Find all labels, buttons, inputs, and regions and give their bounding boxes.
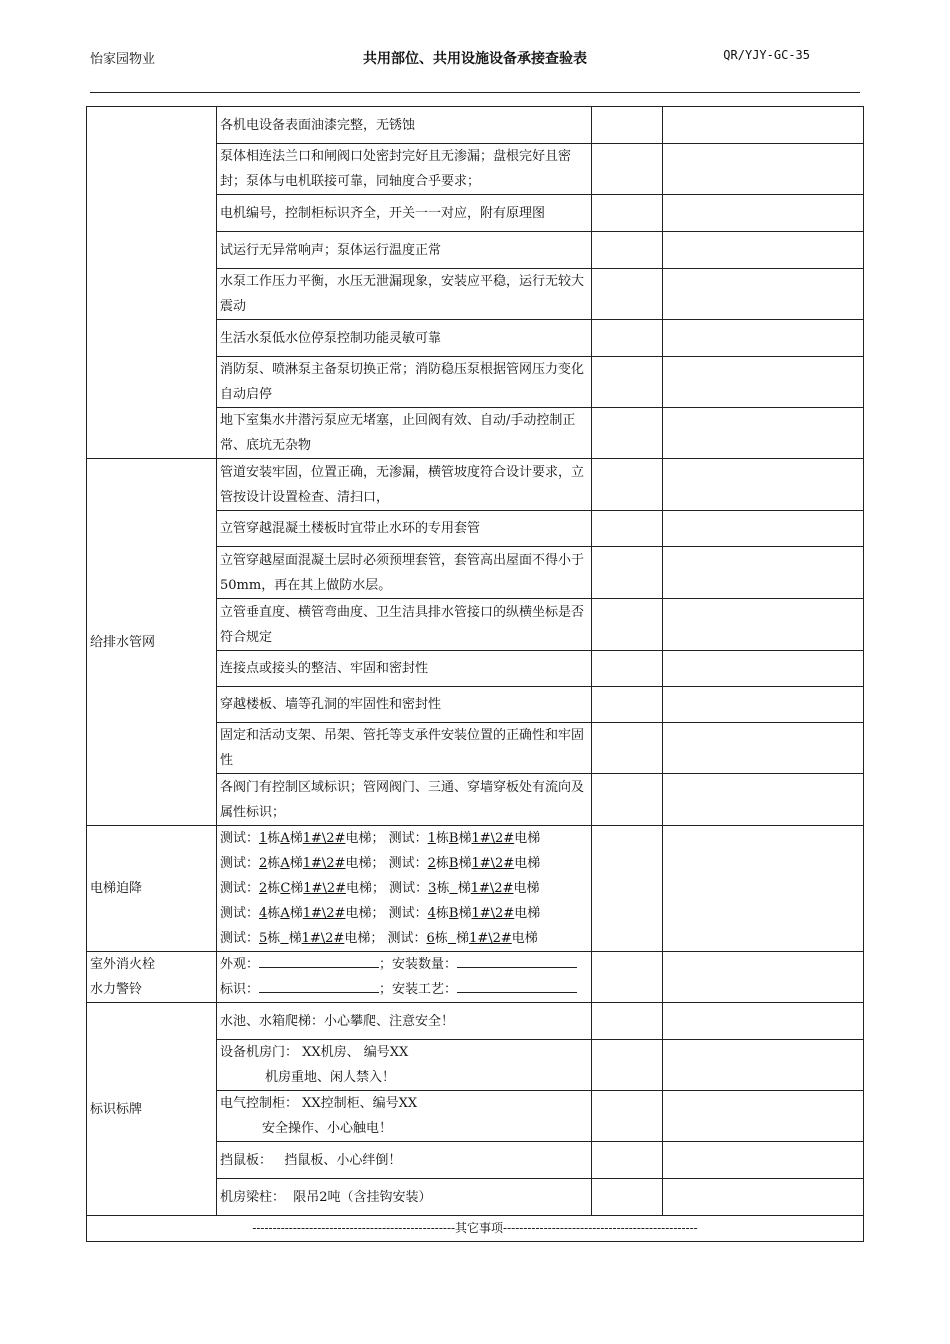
item-description: 各机电设备表面油漆完整，无锈蚀 <box>217 107 592 144</box>
other-matters-divider: --------------------------------------------------其它事项------------------------------------------------ <box>87 1216 864 1242</box>
result-cell[interactable] <box>592 511 663 547</box>
result-cell[interactable] <box>592 1091 663 1142</box>
elevator-test-line <box>220 851 588 876</box>
form-title: 共用部位、共用设施设备承接查验表 <box>363 51 587 67</box>
result-cell[interactable] <box>592 1040 663 1091</box>
elevator-b-mid: 栋 <box>434 931 448 946</box>
remark-cell[interactable] <box>663 952 864 1003</box>
result-cell[interactable] <box>592 599 663 651</box>
remark-cell[interactable] <box>663 599 864 651</box>
form-code: QR/YJY-GC-35 <box>723 48 810 62</box>
elevator-a-unit <box>280 931 288 946</box>
sign-item: 机房梁柱： 限吊2吨（含挂钩安装） <box>217 1179 592 1216</box>
elevator-a-mid: 栋 <box>267 881 281 896</box>
elevator-a-end: 电梯； <box>344 931 384 946</box>
elevator-b-bldg: 6 <box>426 931 435 946</box>
elevator-a-pre: 测试： <box>220 881 260 896</box>
elevator-a-pre: 测试： <box>220 856 260 871</box>
elevator-a-bldg: 5 <box>259 931 268 946</box>
header-divider <box>90 92 860 93</box>
elevator-a-mid: 栋 <box>267 856 281 871</box>
elevator-a-post: 梯 <box>288 931 302 946</box>
item-description: 水泵工作压力平衡，水压无泄漏现象，安装应平稳，运行无较大震动 <box>217 269 592 320</box>
remark-cell[interactable] <box>663 826 864 952</box>
item-description: 立管穿越混凝土楼板时宜带止水环的专用套管 <box>217 511 592 547</box>
elevator-a-num: 1#\2# <box>303 881 346 896</box>
remark-cell[interactable] <box>663 774 864 826</box>
elevator-b-end: 电梯 <box>514 906 541 921</box>
elevator-category-cell: 电梯迫降 <box>87 826 217 952</box>
elevator-a-post: 梯 <box>289 831 303 846</box>
signage-category-cell: 标识标牌 <box>87 1003 217 1216</box>
elevator-a-post: 梯 <box>289 906 303 921</box>
remark-cell[interactable] <box>663 1091 864 1142</box>
elevator-b-post: 梯 <box>458 831 472 846</box>
inspection-table <box>86 106 864 1242</box>
elevator-a-end: 电梯； <box>345 906 385 921</box>
result-cell[interactable] <box>592 687 663 723</box>
sign-item <box>217 1040 592 1091</box>
item-description: 立管穿越屋面混凝土层时必须预埋套管，套管高出屋面不得小于50mm，再在其上做防水层。 <box>217 547 592 599</box>
item-description: 管道安装牢固，位置正确，无渗漏，横管坡度符合设计要求，立管按设计设置检查、清扫口， <box>217 459 592 511</box>
company-name: 怡家园物业 <box>90 52 156 67</box>
elevator-b-num: 1#\2# <box>471 856 515 871</box>
elevator-a-mid: 栋 <box>267 831 281 846</box>
elevator-b-mid: 栋 <box>435 906 449 921</box>
elevator-b-unit: B <box>448 906 459 921</box>
result-cell[interactable] <box>592 459 663 511</box>
item-description: 立管垂直度、横管弯曲度、卫生洁具排水管接口的纵横坐标是否符合规定 <box>217 599 592 651</box>
hydrant-row-2 <box>220 977 588 1002</box>
pump-category-cell <box>87 107 217 459</box>
result-cell[interactable] <box>592 357 663 408</box>
elevator-a-mid: 栋 <box>267 931 281 946</box>
elevator-b-pre: 测试： <box>388 906 428 921</box>
elevator-a-num: 1#\2# <box>302 906 346 921</box>
table-row <box>87 952 864 1003</box>
elevator-test-lines <box>217 826 592 952</box>
elevator-a-unit: A <box>280 856 290 871</box>
remark-cell[interactable] <box>663 269 864 320</box>
remark-cell[interactable] <box>663 232 864 269</box>
elevator-b-mid: 栋 <box>436 881 450 896</box>
sign-item <box>217 1091 592 1142</box>
elevator-b-end: 电梯 <box>514 831 541 846</box>
elevator-b-pre: 测试： <box>387 931 427 946</box>
remark-cell[interactable] <box>663 107 864 144</box>
sign-item: 挡鼠板： 挡鼠板、小心绊倒！ <box>217 1142 592 1179</box>
elevator-a-pre: 测试： <box>220 931 260 946</box>
elevator-b-bldg: 1 <box>427 831 436 846</box>
sign-item-line2: 安全操作、小心触电！ <box>262 1121 393 1136</box>
remark-cell[interactable] <box>663 687 864 723</box>
hydrant-category-line2: 水力警铃 <box>90 982 143 997</box>
elevator-b-bldg: 2 <box>427 856 436 871</box>
item-description: 各阀门有控制区域标识；管网阀门、三通、穿墙穿板处有流向及属性标识； <box>217 774 592 826</box>
result-cell[interactable] <box>592 774 663 826</box>
elevator-a-unit: A <box>280 831 290 846</box>
remark-cell[interactable] <box>663 1179 864 1216</box>
pipe-category-cell: 给排水管网 <box>87 459 217 826</box>
item-description: 泵体相连法兰口和闸阀口处密封完好且无渗漏；盘根完好且密封；泵体与电机联接可靠，同轴度合乎要求； <box>217 144 592 195</box>
result-cell[interactable] <box>592 1179 663 1216</box>
hydrant-fields <box>217 952 592 1003</box>
elevator-a-end: 电梯； <box>345 856 385 871</box>
remark-cell[interactable] <box>663 1142 864 1179</box>
hydrant-category-line1: 室外消火栓 <box>90 957 156 972</box>
sign-item-line1: 电气控制柜： XX控制柜、编号XX <box>220 1096 418 1111</box>
elevator-b-pre: 测试： <box>388 831 428 846</box>
remark-cell[interactable] <box>663 1040 864 1091</box>
elevator-b-post: 梯 <box>456 931 470 946</box>
marking-label: 标识： <box>220 982 260 997</box>
result-cell[interactable] <box>592 1003 663 1040</box>
hydrant-row-1 <box>220 952 588 977</box>
install-qty-blank[interactable] <box>457 953 577 968</box>
elevator-a-post: 梯 <box>290 881 304 896</box>
elevator-a-bldg: 2 <box>259 881 268 896</box>
remark-cell[interactable] <box>663 357 864 408</box>
result-cell[interactable] <box>592 107 663 144</box>
appearance-label: 外观： <box>220 957 260 972</box>
result-cell[interactable] <box>592 408 663 459</box>
item-description: 连接点或接头的整洁、牢固和密封性 <box>217 651 592 687</box>
elevator-a-pre: 测试： <box>220 831 260 846</box>
elevator-test-line <box>220 826 588 851</box>
elevator-b-num: 1#\2# <box>469 931 512 946</box>
remark-cell[interactable] <box>663 144 864 195</box>
elevator-a-bldg: 4 <box>259 906 268 921</box>
item-description: 穿越楼板、墙等孔洞的牢固性和密封性 <box>217 687 592 723</box>
hydrant-category-cell <box>87 952 217 1003</box>
table-row <box>87 1216 864 1242</box>
sign-item: 水池、水箱爬梯：小心攀爬、注意安全！ <box>217 1003 592 1040</box>
elevator-b-unit: B <box>448 831 459 846</box>
elevator-b-mid: 栋 <box>435 856 449 871</box>
result-cell[interactable] <box>592 232 663 269</box>
elevator-b-post: 梯 <box>458 856 472 871</box>
elevator-b-end: 电梯 <box>511 931 538 946</box>
marking-blank[interactable] <box>259 978 379 993</box>
elevator-b-bldg: 3 <box>428 881 437 896</box>
elevator-a-bldg: 1 <box>259 831 268 846</box>
elevator-a-unit: C <box>280 881 291 896</box>
elevator-b-pre: 测试： <box>388 856 428 871</box>
elevator-a-num: 1#\2# <box>302 856 346 871</box>
remark-cell[interactable] <box>663 547 864 599</box>
elevator-b-unit <box>448 931 456 946</box>
table-row <box>87 1003 864 1040</box>
elevator-b-bldg: 4 <box>427 906 436 921</box>
result-cell[interactable] <box>592 320 663 357</box>
sign-item-line2: 机房重地、闲人禁入！ <box>265 1070 396 1085</box>
item-description: 消防泵、喷淋泵主备泵切换正常；消防稳压泵根据管网压力变化自动启停 <box>217 357 592 408</box>
elevator-b-num: 1#\2# <box>471 906 515 921</box>
table-row <box>87 107 864 144</box>
elevator-test-line <box>220 926 588 951</box>
appearance-blank[interactable] <box>259 953 379 968</box>
elevator-b-end: 电梯 <box>513 881 540 896</box>
remark-cell[interactable] <box>663 723 864 774</box>
elevator-b-post: 梯 <box>457 881 471 896</box>
install-tech-blank[interactable] <box>457 978 577 993</box>
remark-cell[interactable] <box>663 459 864 511</box>
elevator-b-unit <box>449 881 457 896</box>
result-cell[interactable] <box>592 269 663 320</box>
item-description: 电机编号，控制柜标识齐全，开关一一对应，附有原理图 <box>217 195 592 232</box>
result-cell[interactable] <box>592 1142 663 1179</box>
elevator-b-mid: 栋 <box>435 831 449 846</box>
elevator-b-unit: B <box>448 856 459 871</box>
install-tech-label: ；安装工艺： <box>379 982 458 997</box>
remark-cell[interactable] <box>663 195 864 232</box>
remark-cell[interactable] <box>663 408 864 459</box>
elevator-b-num: 1#\2# <box>470 881 514 896</box>
elevator-a-num: 1#\2# <box>302 831 346 846</box>
result-cell[interactable] <box>592 826 663 952</box>
elevator-test-line <box>220 876 588 901</box>
remark-cell[interactable] <box>663 320 864 357</box>
elevator-test-line <box>220 901 588 926</box>
remark-cell[interactable] <box>663 1003 864 1040</box>
result-cell[interactable] <box>592 651 663 687</box>
result-cell[interactable] <box>592 547 663 599</box>
result-cell[interactable] <box>592 723 663 774</box>
elevator-b-post: 梯 <box>458 906 472 921</box>
item-description: 地下室集水井潜污泵应无堵塞，止回阀有效、自动/手动控制正常、底坑无杂物 <box>217 408 592 459</box>
table-row <box>87 459 864 511</box>
elevator-a-end: 电梯； <box>345 831 385 846</box>
elevator-a-pre: 测试： <box>220 906 260 921</box>
elevator-a-post: 梯 <box>289 856 303 871</box>
result-cell[interactable] <box>592 952 663 1003</box>
elevator-a-end: 电梯； <box>346 881 386 896</box>
elevator-b-pre: 测试： <box>389 881 429 896</box>
elevator-a-bldg: 2 <box>259 856 268 871</box>
item-description: 固定和活动支架、吊架、管托等支承件安装位置的正确性和牢固性 <box>217 723 592 774</box>
result-cell[interactable] <box>592 195 663 232</box>
sign-item-line1: 设备机房门： XX机房、 编号XX <box>220 1045 409 1060</box>
elevator-a-num: 1#\2# <box>301 931 345 946</box>
elevator-a-unit: A <box>280 906 290 921</box>
install-qty-label: ；安装数量： <box>379 957 458 972</box>
elevator-a-mid: 栋 <box>267 906 281 921</box>
elevator-b-end: 电梯 <box>514 856 541 871</box>
remark-cell[interactable] <box>663 651 864 687</box>
remark-cell[interactable] <box>663 511 864 547</box>
item-description: 试运行无异常响声；泵体运行温度正常 <box>217 232 592 269</box>
elevator-b-num: 1#\2# <box>471 831 515 846</box>
item-description: 生活水泵低水位停泵控制功能灵敏可靠 <box>217 320 592 357</box>
table-row <box>87 826 864 952</box>
result-cell[interactable] <box>592 144 663 195</box>
